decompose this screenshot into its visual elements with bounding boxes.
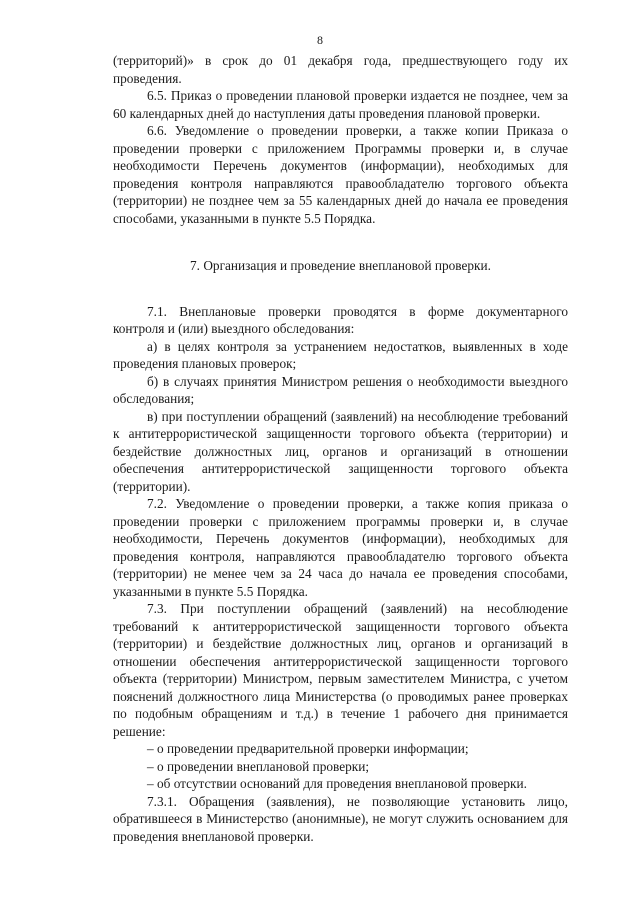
document-body [113, 52, 568, 845]
decision-option-preliminary-check: – о проведении предварительной проверки информации; [147, 741, 469, 756]
list-item-v: в) при поступлении обращений (заявлений) на несоблюдение требований к антитеррористической защищенности торгового объекта (территории) и бездействие должностных лиц, органов и организаций в отношении обеспечения антитеррористической защищенности торгового объекта (территории). [113, 408, 568, 494]
paragraph-territories-deadline: (территорий)» в срок до 01 декабря года, предшествующего году их проведения. [113, 53, 568, 86]
list-item-b: б) в случаях принятия Министром решения о необходимости выездного обследования; [113, 373, 568, 406]
paragraph-7-3: 7.3. При поступлении обращений (заявлений) на несоблюдение требований к антитеррористической защищенности торгового объекта (территории) и бездействие должностных лиц, органов и организаций в отношении обеспечения антитеррористической защищенности торгового объекта (территории) Министром, первым заместителем Министра, с учетом пояснений должностного лица Министерства (о проводимых ранее проверках по подобным обращениям и т.д.) в течение 1 рабочего дня принимается решение: [113, 601, 568, 739]
page-number: 8 [317, 33, 323, 47]
paragraph-7-2: 7.2. Уведомление о проведении проверки, а также копия приказа о проведении проверки с приложением программы проверки и, в случае необходимости, Перечень документов (информации), необходимых для проведения контроля, направляются правообладателю торгового объекта (территории) не менее чем за 24 часа до начала ее проведения способами, указанными в пункте 5.5 Порядка. [113, 496, 568, 599]
decision-option-no-grounds: – об отсутствии оснований для проведения внеплановой проверки. [147, 776, 527, 791]
list-item-a: а) в целях контроля за устранением недостатков, выявленных в ходе проведения плановых проверок; [113, 338, 568, 371]
section-heading-7: 7. Организация и проведение внеплановой проверки. [190, 258, 491, 273]
paragraph-6-6: 6.6. Уведомление о проведении проверки, а также копии Приказа о проведении проверки с приложением Программы проверки и, в случае необходимости Перечень документов (информации), необходимых для проведения контроля направляются правообладателю торгового объекта (территории) не позднее чем за 55 календарных дней до начала ее проведения способами, указанными в пункте 5.5 Порядка. [113, 123, 568, 226]
decision-option-unscheduled-check: – о проведении внеплановой проверки; [147, 758, 370, 774]
paragraph-6-5: 6.5. Приказ о проведении плановой проверки издается не позднее, чем за 60 календарных дней до наступления даты проведения плановой проверки. [113, 88, 568, 121]
paragraph-7-1: 7.1. Внеплановые проверки проводятся в форме документарного контроля и (или) выездного обследования: [113, 303, 568, 336]
paragraph-7-3-1: 7.3.1. Обращения (заявления), не позволяющие установить лицо, обратившееся в Министерство (анонимные), не могут служить основанием для проведения внеплановой проверки. [113, 793, 568, 844]
